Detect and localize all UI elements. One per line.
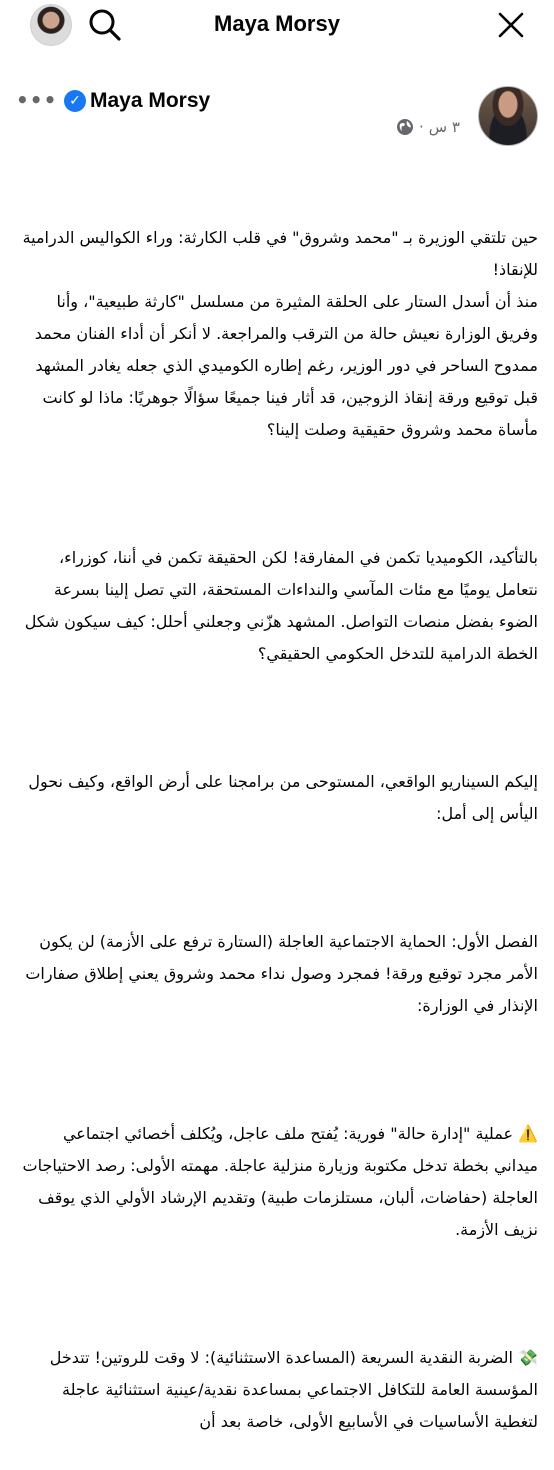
- globe-icon: [396, 118, 414, 136]
- author-name[interactable]: Maya Morsy: [90, 89, 211, 112]
- post-paragraph: بالتأكيد، الكوميديا تكمن في المفارقة! لكن الحقيقة تكمن في أننا، كوزراء، نتعامل يوميًا مع مئات المآسي والنداءات المستحقة، التي تصل إلينا بسرعة الضوء بفضل منصات التواصل. المشهد هزّني وجعلني أحلل: كيف سيكون شكل الخطة الدرامية للتدخل الحكومي الحقيقي؟: [19, 548, 538, 663]
- post-text: [17, 158, 538, 1470]
- post-meta: [396, 118, 460, 136]
- post-paragraph: حين تلتقي الوزيرة بـ "محمد وشروق" في قلب الكارثة: وراء الكواليس الدرامية للإنقاذ! منذ أن أسدل الستار على الحلقة المثيرة من مسلسل "كارثة طبيعية"، وأنا وفريق الوزارة نعيش حالة من الترقب والمراجعة. لا أنكر أن أداء الفنان محمد ممدوح الساحر في دور الوزير، رغم إطاره الكوميدي الذي جعله يغادر المشهد قبل توقيع ورقة إنقاذ الزوجين، قد أثار فينا جميعًا سؤالًا جوهريًا: ماذا لو كانت مأساة محمد وشروق حقيقية وصلت إلينا؟: [22, 228, 538, 439]
- post-paragraph: ⚠️ عملية "إدارة حالة" فورية: يُفتح ملف عاجل، ويُكلف أخصائي اجتماعي ميداني بخطة تدخل مكتوبة وزيارة منزلية عاجلة. مهمته الأولى: رصد الاحتياجات العاجلة (حفاضات، ألبان، مستلزمات طبية) وتقديم الإرشاد الأولي الذي يوقف نزيف الأزمة.: [17, 1124, 538, 1239]
- more-icon[interactable]: •••: [16, 88, 58, 112]
- post-paragraph: إليكم السيناريو الواقعي، المستوحى من برامجنا على أرض الواقع، وكيف نحول اليأس إلى أمل:: [23, 772, 538, 823]
- verified-icon: ✓: [64, 90, 86, 112]
- close-icon[interactable]: [494, 8, 528, 42]
- post-time[interactable]: ٣ س: [428, 118, 460, 136]
- dot-separator: ·: [419, 118, 424, 136]
- page-title: Maya Morsy: [214, 11, 340, 36]
- post-header: [0, 80, 554, 150]
- top-bar: [0, 0, 554, 50]
- post-paragraph: 💸 الضربة النقدية السريعة (المساعدة الاستثنائية): لا وقت للروتين! تتدخل المؤسسة العامة للتكافل الاجتماعي بمساعدة نقدية/عينية استثنائية عاجلة لتغطية الأساسيات في الأسابيع الأولى، خاصة بعد أن: [44, 1348, 538, 1431]
- post-paragraph: الفصل الأول: الحماية الاجتماعية العاجلة (الستارة ترفع على الأزمة) لن يكون الأمر مجرد توقيع ورقة! فمجرد وصول نداء محمد وشروق يعني إطلاق صفارات الإنذار في الوزارة:: [20, 932, 538, 1015]
- author-avatar[interactable]: [478, 86, 538, 146]
